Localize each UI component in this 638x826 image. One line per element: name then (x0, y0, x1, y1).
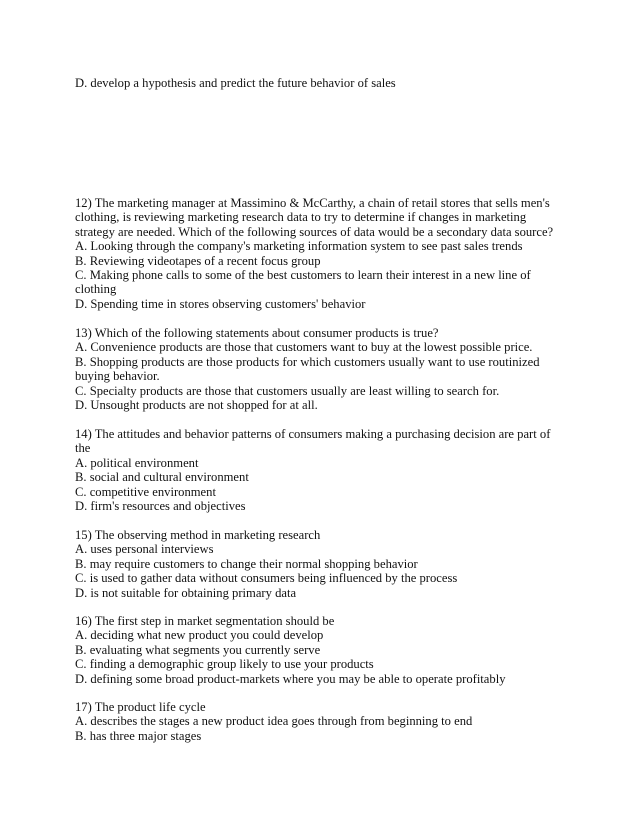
question-16-option-a: A. deciding what new product you could develop (75, 628, 324, 643)
question-17-option-b: B. has three major stages (75, 728, 202, 743)
question-14-option-b: B. social and cultural environment (75, 470, 249, 485)
question-11-tail (75, 76, 575, 90)
question-17 (75, 700, 575, 743)
question-13 (75, 326, 575, 412)
question-13-option-b-cont: buying behavior. (75, 369, 160, 384)
question-11-option-d: D. develop a hypothesis and predict the future behavior of sales (75, 76, 396, 90)
question-12-stem-line: 12) The marketing manager at Massimino & McCarthy, a chain of retail stores that sells men's (75, 196, 550, 210)
question-14-option-a: A. political environment (75, 455, 199, 470)
question-14-option-d: D. firm's resources and objectives (75, 499, 246, 514)
question-13-stem: 13) Which of the following statements about consumer products is true? (75, 326, 439, 340)
question-14 (75, 427, 575, 513)
question-12-option-b: B. Reviewing videotapes of a recent focus group (75, 253, 321, 268)
question-13-option-a: A. Convenience products are those that customers want to buy at the lowest possible price. (75, 340, 533, 355)
question-15-option-a: A. uses personal interviews (75, 542, 214, 557)
question-12 (75, 196, 575, 311)
question-15-stem: 15) The observing method in marketing research (75, 528, 321, 542)
question-15-option-c: C. is used to gather data without consumers being influenced by the process (75, 571, 458, 586)
question-14-stem-line: 14) The attitudes and behavior patterns of consumers making a purchasing decision are part of (75, 427, 551, 441)
question-13-option-b: B. Shopping products are those products for which customers usually want to use routinized (75, 354, 540, 369)
question-12-stem-line: clothing, is reviewing marketing research data to try to determine if changes in marketing (75, 210, 527, 225)
question-16-option-c: C. finding a demographic group likely to use your products (75, 657, 374, 672)
question-16-option-d: D. defining some broad product-markets where you may be able to operate profitably (75, 671, 506, 686)
question-16-stem: 16) The first step in market segmentation should be (75, 614, 335, 628)
question-15 (75, 528, 575, 600)
question-15-option-d: D. is not suitable for obtaining primary data (75, 585, 297, 600)
question-13-option-c: C. Specialty products are those that customers usually are least willing to search for. (75, 383, 500, 398)
question-15-option-b: B. may require customers to change their normal shopping behavior (75, 556, 418, 571)
question-16 (75, 614, 575, 686)
question-14-option-c: C. competitive environment (75, 484, 216, 499)
question-16-option-b: B. evaluating what segments you currently serve (75, 642, 321, 657)
question-12-stem-line: strategy are needed. Which of the following sources of data would be a secondary data source? (75, 224, 554, 239)
question-12-option-d: D. Spending time in stores observing customers' behavior (75, 296, 366, 311)
question-12-option-c-cont: clothing (75, 282, 117, 297)
question-12-option-a: A. Looking through the company's marketing information system to see past sales trends (75, 239, 523, 254)
question-14-stem-line: the (75, 441, 91, 456)
question-12-option-c: C. Making phone calls to some of the best customers to learn their interest in a new line of (75, 268, 531, 283)
question-13-option-d: D. Unsought products are not shopped for at all. (75, 398, 318, 413)
question-17-stem: 17) The product life cycle (75, 700, 206, 714)
question-17-option-a: A. describes the stages a new product idea goes through from beginning to end (75, 714, 473, 729)
